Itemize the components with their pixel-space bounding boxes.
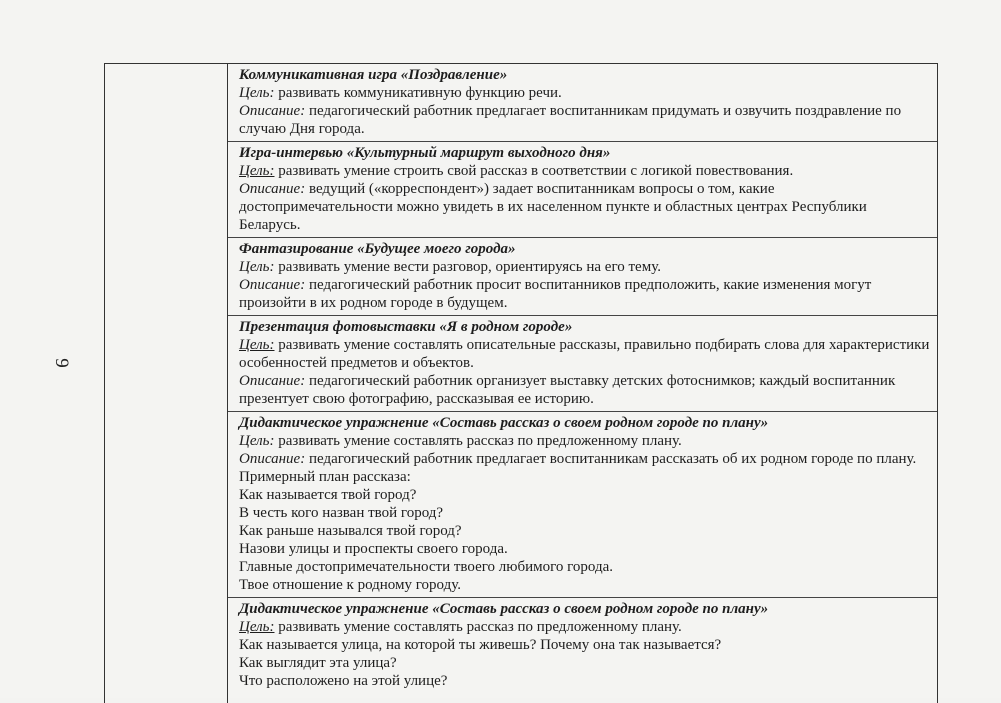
goal-label: Цель: xyxy=(239,259,275,275)
plan-question: Назови улицы и проспекты своего города. xyxy=(239,541,508,557)
plan-question: Что расположено на этой улице? xyxy=(239,673,448,689)
activity-block xyxy=(228,598,937,693)
activity-title: Дидактическое упражнение «Составь рассказ о своем родном городе по плану» xyxy=(239,415,769,431)
plan-question: Как выглядит эта улица? xyxy=(239,655,397,671)
plan-question: Как называется улица, на которой ты живешь? Почему она так называется? xyxy=(239,637,722,653)
activity-title: Игра-интервью «Культурный маршрут выходного дня» xyxy=(239,145,611,161)
activity-title: Презентация фотовыставки «Я в родном городе» xyxy=(239,319,573,335)
plan-question: Как раньше назывался твой город? xyxy=(239,523,462,539)
activity-description xyxy=(239,372,931,408)
activities-column xyxy=(228,64,937,703)
activity-description xyxy=(239,450,931,486)
goal-label: Цель: xyxy=(239,619,275,635)
activity-description xyxy=(239,180,931,234)
goal-text: развивать коммуникативную функцию речи. xyxy=(278,85,562,101)
goal-label: Цель: xyxy=(239,337,275,353)
activity-block xyxy=(228,316,937,412)
activity-title: Фантазирование «Будущее моего города» xyxy=(239,241,516,257)
goal-label: Цель: xyxy=(239,85,275,101)
page-number: 9 xyxy=(50,358,72,368)
description-label: Описание: xyxy=(239,451,306,467)
plan-question: В честь кого назван твой город? xyxy=(239,505,444,521)
activity-title: Дидактическое упражнение «Составь рассказ о своем родном городе по плану» xyxy=(239,601,769,617)
plan-question: Твое отношение к родному городу. xyxy=(239,577,461,593)
activity-goal xyxy=(239,432,931,450)
description-label: Описание: xyxy=(239,181,306,197)
goal-text: развивать умение составлять рассказ по предложенному плану. xyxy=(278,619,682,635)
description-text: педагогический работник организует выставку детских фотоснимков; каждый воспитанник презентует свою фотографию, рассказывая ее историю. xyxy=(239,373,896,407)
goal-text: развивать умение составлять рассказ по предложенному плану. xyxy=(278,433,682,449)
activities-table xyxy=(104,63,938,703)
description-text: педагогический работник предлагает воспитанникам рассказать об их родном городе по плану. Примерный план рассказа: xyxy=(239,451,917,485)
activity-goal xyxy=(239,618,931,636)
activity-block xyxy=(228,64,937,142)
description-text: педагогический работник предлагает воспитанникам придумать и озвучить поздравление по случаю Дня города. xyxy=(239,103,902,137)
plan-question: Как называется твой город? xyxy=(239,487,417,503)
activity-description xyxy=(239,276,931,312)
goal-text: развивать умение строить свой рассказ в соответствии с логикой повествования. xyxy=(278,163,794,179)
plan-question: Главные достопримечательности твоего любимого города. xyxy=(239,559,614,575)
activity-goal xyxy=(239,162,931,180)
goal-text: развивать умение вести разговор, ориентируясь на его тему. xyxy=(278,259,661,275)
description-label: Описание: xyxy=(239,103,306,119)
goal-label: Цель: xyxy=(239,433,275,449)
activity-block xyxy=(228,238,937,316)
activity-goal xyxy=(239,336,931,372)
goal-label: Цель: xyxy=(239,163,275,179)
description-label: Описание: xyxy=(239,277,306,293)
activity-block xyxy=(228,142,937,238)
description-label: Описание: xyxy=(239,373,306,389)
empty-left-column xyxy=(105,64,228,703)
activity-block xyxy=(228,412,937,598)
description-text: педагогический работник просит воспитанников предположить, какие изменения могут произойти в их родном городе в будущем. xyxy=(239,277,872,311)
activity-goal xyxy=(239,84,931,102)
activity-goal xyxy=(239,258,931,276)
goal-text: развивать умение составлять описательные рассказы, правильно подбирать слова для характеристики особенностей предметов и объектов. xyxy=(239,337,930,371)
description-text: ведущий («корреспондент») задает воспитанникам вопросы о том, какие достопримечательности можно увидеть в их населенном пункте и областных центрах Республики Беларусь. xyxy=(239,181,867,233)
activity-description xyxy=(239,102,931,138)
activity-title: Коммуникативная игра «Поздравление» xyxy=(239,67,508,83)
